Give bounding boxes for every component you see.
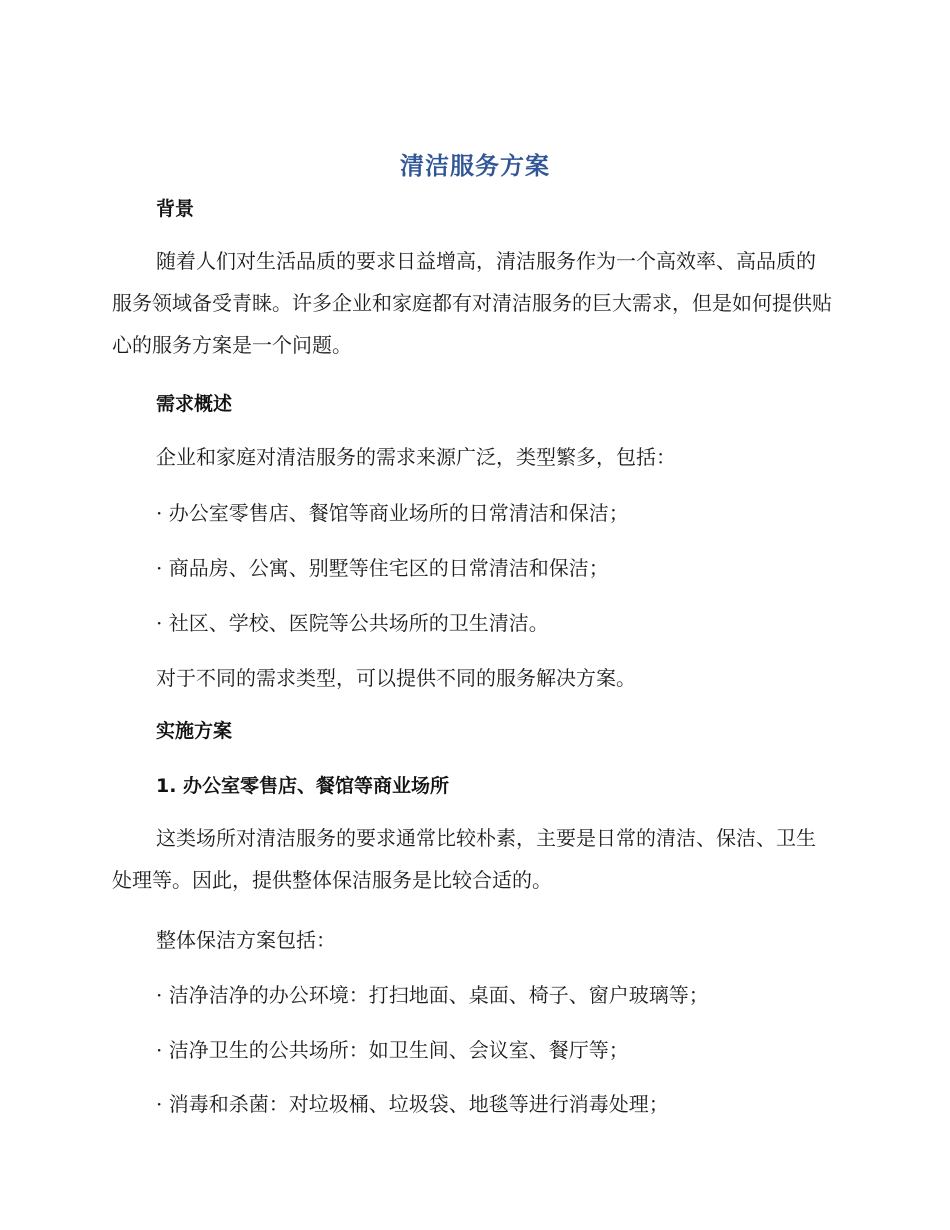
needs-intro-paragraph: 企业和家庭对清洁服务的需求来源广泛，类型繁多，包括： — [156, 445, 676, 469]
document-title: 清洁服务方案 — [400, 152, 550, 180]
plan-1-intro-paragraph: 整体保洁方案包括： — [156, 928, 336, 952]
plan-1-list-item: · 洁净卫生的公共场所：如卫生间、会议室、餐厅等； — [156, 1038, 629, 1062]
plan-1-list-item: · 洁净洁净的办公环境：打扫地面、桌面、椅子、窗户玻璃等； — [156, 983, 709, 1007]
needs-list-item: · 商品房、公寓、别墅等住宅区的日常清洁和保洁； — [156, 556, 609, 580]
subsection-heading-plan-1: 1. 办公室零售店、餐馆等商业场所 — [156, 775, 450, 797]
needs-outro-paragraph: 对于不同的需求类型，可以提供不同的服务解决方案。 — [156, 666, 636, 690]
plan-1-paragraph: 这类场所对清洁服务的要求通常比较朴素，主要是日常的清洁、保洁、卫生处理等。因此，提供整体保洁服务是比较合适的。 — [112, 826, 816, 892]
plan-1-list-item: · 消毒和杀菌：对垃圾桶、垃圾袋、地毯等进行消毒处理； — [156, 1092, 669, 1116]
section-heading-background: 背景 — [156, 198, 195, 220]
needs-list-item: · 社区、学校、医院等公共场所的卫生清洁。 — [156, 611, 549, 635]
background-paragraph: 随着人们对生活品质的要求日益增高，清洁服务作为一个高效率、高品质的服务领域备受青睐。许多企业和家庭都有对清洁服务的巨大需求，但是如何提供贴心的服务方案是一个问题。 — [112, 249, 832, 357]
section-heading-needs: 需求概述 — [156, 393, 233, 415]
needs-list-item: · 办公室零售店、餐馆等商业场所的日常清洁和保洁； — [156, 501, 629, 525]
section-heading-plan: 实施方案 — [156, 720, 233, 742]
